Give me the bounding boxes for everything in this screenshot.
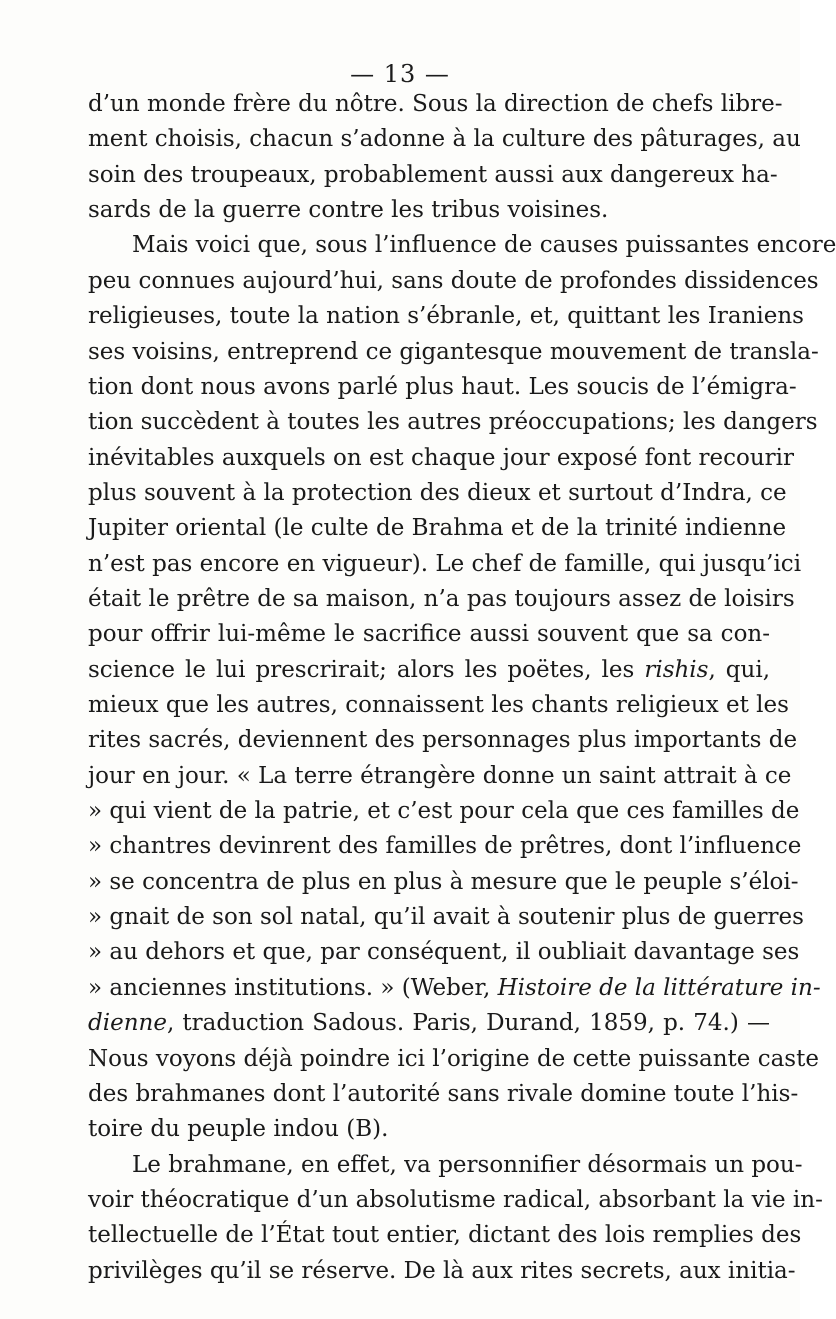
text-line: Nous voyons déjà poindre ici l’origine de cette puissante caste (88, 1045, 819, 1072)
text-segment: science le lui prescrirait; alors les poëtes, les (88, 656, 645, 683)
text-line: toire du peuple indou (B). (88, 1116, 389, 1143)
text-line: » au dehors et que, par conséquent, il oubliait davantage ses (88, 939, 800, 966)
text-line: ment choisis, chacun s’adonne à la culture des pâturages, au (88, 126, 801, 153)
italic-title: dienne (88, 1010, 167, 1037)
text-line: Jupiter oriental (le culte de Brahma et de la trinité indienne (88, 515, 787, 542)
page-number: — 13 — (350, 60, 450, 88)
italic-title: rishis (644, 656, 709, 683)
text-line: privilèges qu’il se réserve. De là aux rites secrets, aux initia- (88, 1257, 796, 1284)
text-line: tion dont nous avons parlé plus haut. Les soucis de l’émigra- (88, 373, 797, 400)
text-line: peu connues aujourd’hui, sans doute de profondes dissidences (88, 267, 819, 294)
text-line: tellectuelle de l’État tout entier, dictant des lois remplies des (88, 1222, 802, 1249)
text-line: plus souvent à la protection des dieux et surtout d’Indra, ce (88, 479, 787, 506)
text-line: rites sacrés, deviennent des personnages plus importants de (88, 727, 798, 754)
text-line: inévitables auxquels on est chaque jour exposé font recourir (88, 444, 795, 471)
text-line: tion succèdent à toutes les autres préoccupations; les dangers (88, 409, 818, 436)
text-line: n’est pas encore en vigueur). Le chef de famille, qui jusqu’ici (88, 550, 802, 577)
text-line: » gnait de son sol natal, qu’il avait à soutenir plus de guerres (88, 904, 804, 931)
text-line: des brahmanes dont l’autorité sans rivale domine toute l’his- (88, 1080, 799, 1107)
text-segment: » anciennes institutions. » (Weber, (88, 974, 498, 1001)
text-line: d’un monde frère du nôtre. Sous la direction de chefs libre- (88, 91, 783, 117)
text-line (88, 652, 770, 688)
text-segment: , qui, (708, 656, 771, 683)
text-line: Mais voici que, sous l’influence de causes puissantes encore (132, 232, 836, 259)
text-line: voir théocratique d’un absolutisme radical, absorbant la vie in- (88, 1186, 823, 1213)
text-line: » se concentra de plus en plus à mesure que le peuple s’éloi- (88, 868, 799, 895)
text-line: était le prêtre de sa maison, n’a pas toujours assez de loisirs (88, 585, 795, 612)
text-line: mieux que les autres, connaissent les chants religieux et les (88, 692, 789, 718)
text-segment: , traduction Sadous. Paris, Durand, 1859, p. 74.) — (166, 1010, 770, 1037)
text-line: religieuses, toute la nation s’ébranle, et, quittant les Iraniens (88, 303, 804, 330)
text-line: soin des troupeaux, probablement aussi aux dangereux ha- (88, 161, 778, 188)
text-line (88, 970, 821, 1006)
text-line: » qui vient de la patrie, et c’est pour cela que ces familles de (88, 798, 800, 824)
text-line: ses voisins, entreprend ce gigantesque mouvement de transla- (88, 338, 819, 365)
italic-title: Histoire de la littérature in- (497, 974, 821, 1001)
text-line: jour en jour. « La terre étrangère donne un saint attrait à ce (88, 762, 792, 789)
text-line: Le brahmane, en effet, va personnifier désormais un pou- (132, 1151, 803, 1178)
text-line: pour offrir lui-même le sacrifice aussi souvent que sa con- (88, 621, 770, 648)
text-line: » chantres devinrent des familles de prêtres, dont l’influence (88, 833, 802, 860)
text-line: sards de la guerre contre les tribus voisines. (88, 197, 609, 224)
text-line (88, 1005, 770, 1041)
